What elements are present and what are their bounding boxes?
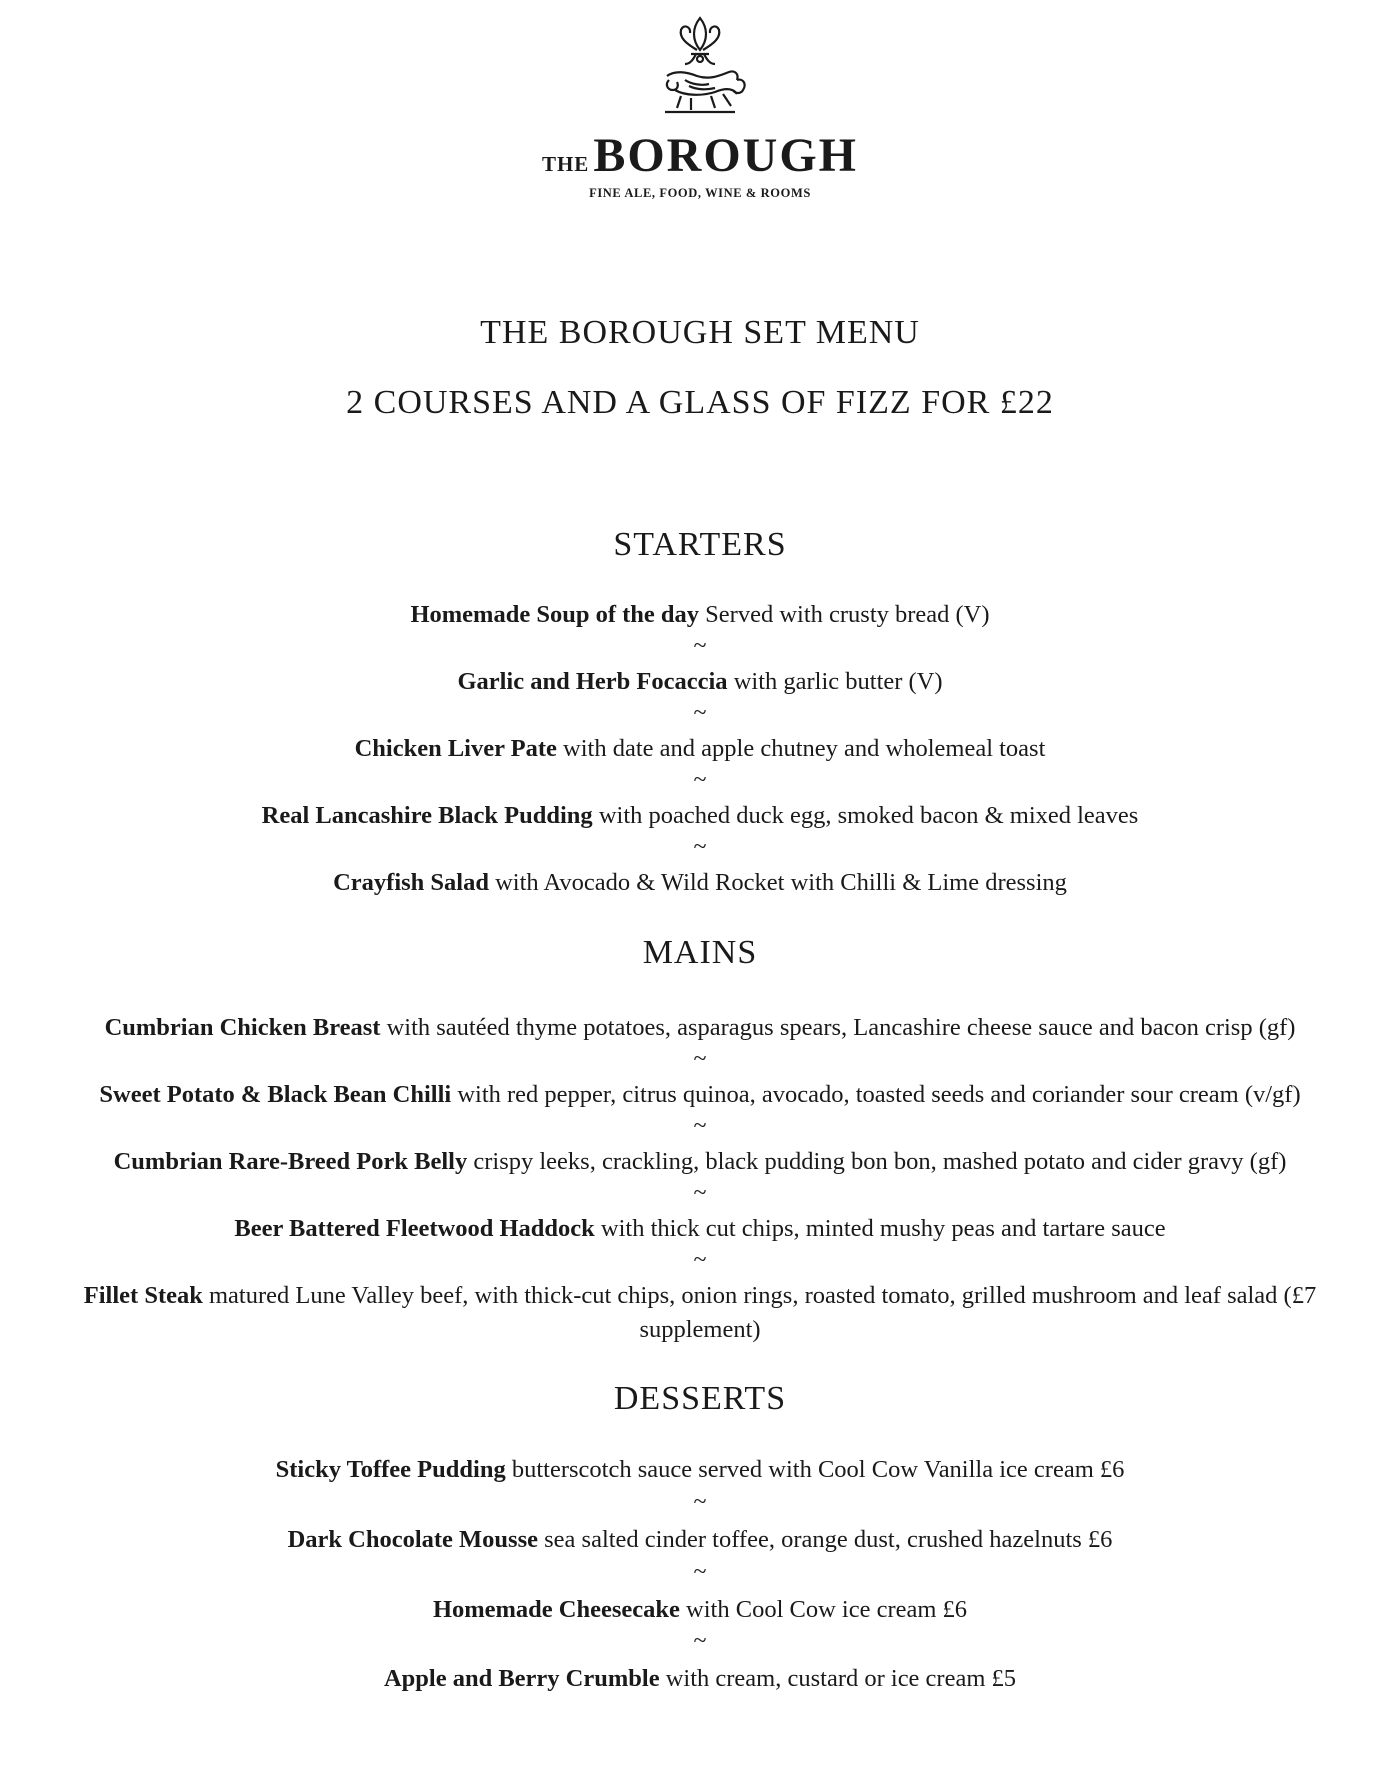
dessert-item <box>0 1523 1400 1557</box>
starter-item <box>0 866 1400 900</box>
item-name: Cumbrian Rare-Breed Pork Belly <box>113 1148 468 1175</box>
main-item <box>0 1078 1400 1112</box>
starter-item <box>0 598 1400 632</box>
separator: ~ <box>693 1559 707 1585</box>
item-description: with Avocado & Wild Rocket with Chilli & Lime dressing <box>488 869 1067 896</box>
item-name: Garlic and Herb Focaccia <box>457 668 728 695</box>
separator: ~ <box>693 1113 707 1139</box>
item-description: Served with crusty bread (V) <box>699 601 990 628</box>
dessert-item <box>0 1662 1400 1696</box>
item-description: with poached duck egg, smoked bacon & mixed leaves <box>592 802 1139 829</box>
item-name: Sticky Toffee Pudding <box>275 1456 506 1483</box>
item-name: Fillet Steak <box>83 1282 203 1309</box>
starter-item <box>0 665 1400 699</box>
item-name: Homemade Cheesecake <box>432 1596 680 1623</box>
separator: ~ <box>693 633 707 659</box>
starter-item <box>0 732 1400 766</box>
item-description: with garlic butter (V) <box>727 668 943 695</box>
item-name: Crayfish Salad <box>333 869 489 896</box>
dessert-item <box>0 1593 1400 1627</box>
dessert-item <box>0 1453 1400 1487</box>
menu-title: THE BOROUGH SET MENU <box>480 314 920 351</box>
item-name: Cumbrian Chicken Breast <box>104 1014 381 1041</box>
item-description: matured Lune Valley beef, with thick-cut chips, onion rings, roasted tomato, grilled mushroom and leaf salad (£7 <box>202 1282 1317 1309</box>
item-name: Real Lancashire Black Pudding <box>261 802 593 829</box>
separator: ~ <box>693 1489 707 1515</box>
desserts-heading: DESSERTS <box>613 1380 787 1417</box>
starter-item <box>0 799 1400 833</box>
separator: ~ <box>693 834 707 860</box>
item-description: with sautéed thyme potatoes, asparagus spears, Lancashire cheese sauce and bacon crisp (gf) <box>380 1014 1296 1041</box>
separator: ~ <box>693 1046 707 1072</box>
menu-offer: 2 COURSES AND A GLASS OF FIZZ FOR £22 <box>346 384 1054 421</box>
brand-name: BOROUGH <box>593 129 859 182</box>
separator: ~ <box>693 1247 707 1273</box>
brand-tagline: FINE ALE, FOOD, WINE & ROOMS <box>589 186 811 200</box>
item-description: sea salted cinder toffee, orange dust, crushed hazelnuts £6 <box>538 1526 1113 1553</box>
main-item <box>0 1212 1400 1246</box>
item-description: with Cool Cow ice cream £6 <box>679 1596 968 1623</box>
item-name: Apple and Berry Crumble <box>383 1665 660 1692</box>
item-description: with thick cut chips, minted mushy peas and tartare sauce <box>594 1215 1166 1242</box>
main-item <box>0 1145 1400 1179</box>
brand-wordmark <box>0 128 1400 183</box>
separator: ~ <box>693 700 707 726</box>
item-description: with cream, custard or ice cream £5 <box>659 1665 1017 1692</box>
mains-heading: MAINS <box>642 934 758 971</box>
item-description: with red pepper, citrus quinoa, avocado, toasted seeds and coriander sour cream (v/gf) <box>451 1081 1301 1108</box>
main-item <box>0 1011 1400 1045</box>
separator: ~ <box>693 1180 707 1206</box>
item-description: butterscotch sauce served with Cool Cow Vanilla ice cream £6 <box>505 1456 1125 1483</box>
item-name: Beer Battered Fleetwood Haddock <box>234 1215 595 1242</box>
fleur-de-lis-lion-crest-icon <box>645 14 755 126</box>
item-name: Homemade Soup of the day <box>410 601 700 628</box>
item-description: crispy leeks, crackling, black pudding bon bon, mashed potato and cider gravy (gf) <box>467 1148 1287 1175</box>
item-description-continued: supplement) <box>639 1316 761 1343</box>
main-item <box>0 1279 1400 1313</box>
item-description: with date and apple chutney and wholemeal toast <box>556 735 1046 762</box>
brand-the: THE <box>541 152 590 176</box>
separator: ~ <box>693 1628 707 1654</box>
item-name: Sweet Potato & Black Bean Chilli <box>99 1081 452 1108</box>
logo <box>0 14 1400 126</box>
item-name: Chicken Liver Pate <box>354 735 557 762</box>
starters-heading: STARTERS <box>613 526 787 563</box>
item-name: Dark Chocolate Mousse <box>287 1526 538 1553</box>
separator: ~ <box>693 767 707 793</box>
